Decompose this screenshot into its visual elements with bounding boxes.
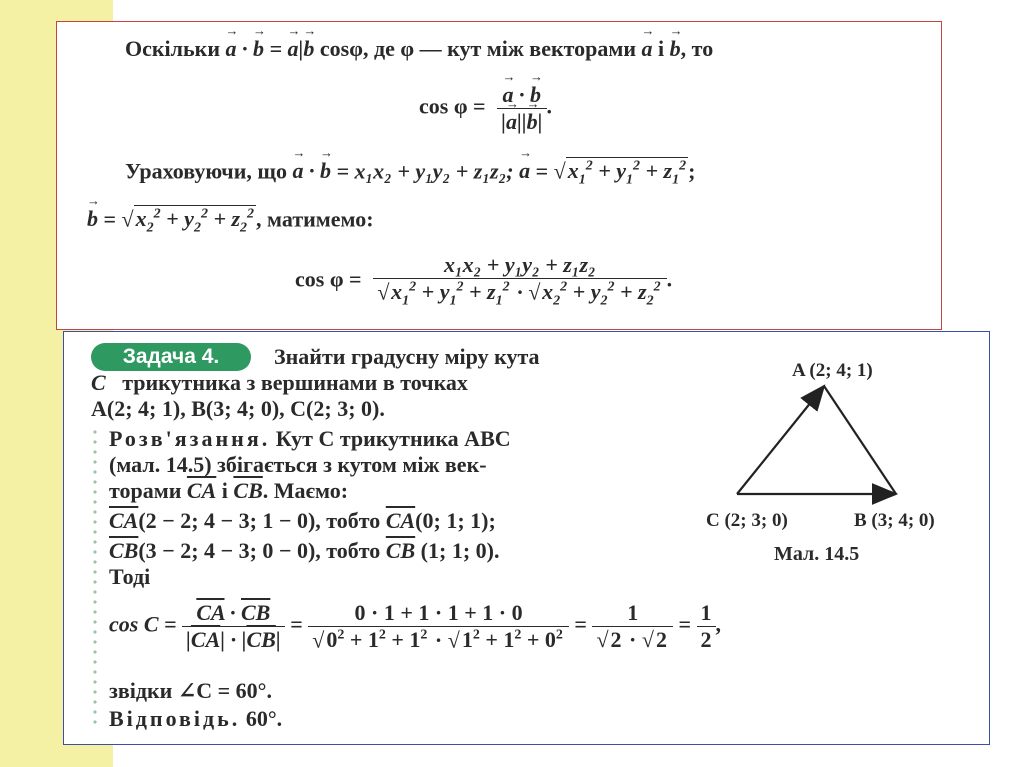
formula-line-1: Оскільки → a · → b = → a|→ b cosφ, де φ — кут між векторами → a і → b, то — [125, 38, 713, 60]
task-panel — [63, 331, 990, 745]
conclusion-line: звідки ∠C = 60°. — [109, 678, 272, 703]
cos-phi-coordinate-formula: cos φ = $\frac{\text{x₁x₂ + y₁y₂ + z₁z₂}}{√x_1^2 + y_1^2 + z_1^2 \cdot √x_2^2 + y_2^2 + z_2^2}$ . — [295, 252, 673, 309]
then-word: Тоді — [109, 564, 151, 589]
task-text-line-3: A(2; 4; 1), B(3; 4; 0), C(2; 3; 0). — [91, 396, 385, 421]
task-text-line-2: C трикутника з вершинами в точках — [91, 370, 468, 395]
solution-line-2: (мал. 14.5) збігається з кутом між век- — [109, 452, 487, 477]
vector-ca-arrow — [737, 386, 824, 494]
triangle-figure — [684, 346, 984, 556]
task-text-line-1: Знайти градусну міру кута — [274, 344, 540, 369]
vertex-b-label: B (3; 4; 0) — [854, 510, 935, 531]
vector-cb-line: $\overline{CB}(3 - 2$; 4 − 3; 0 − 0), тобто $\overline{CB}$ (1; 1; 0). — [109, 538, 500, 563]
task-badge: Задача 4. — [91, 343, 251, 371]
solution-line-3: торами $\overline{CA}$ і $\overline{CB}$. Маємо: — [109, 478, 349, 503]
dotted-margin — [92, 427, 98, 727]
cos-phi-formula: cos φ = → $\frac{a \cdot \to b}{|\to a||\to b|}$ . — [419, 84, 552, 133]
formula-line-3: Ураховуючи, що → a · → b = x₁x₂ + y₁y₂ + z₁z₂; → $a = √x_1^2 + y_1^2 + z_1^2$; — [125, 160, 695, 188]
vector-ca-line: $\overline{CA}(2 - 2$; 4 − 3; 1 − 0), тобто $\overline{CA}(0$; 1; 1); — [109, 508, 496, 533]
figure-caption: Мал. 14.5 — [774, 543, 860, 565]
vertex-c-label: C (2; 3; 0) — [706, 510, 788, 531]
answer-line: Відповідь. 60°. — [109, 706, 283, 731]
vertex-a-label: A (2; 4; 1) — [792, 360, 873, 381]
solution-line-1: Розв'язання. Кут C трикутника ABC — [109, 426, 511, 451]
formula-line-4: → $b = √x_2^2 + y_2^2 + z_2^2$, матимемо: — [87, 208, 374, 236]
side-ab — [824, 386, 896, 494]
cos-c-calculation: cos C = $\frac{\overline{CA} \cdot \overline{CB}}{|\overline{CA}| \cdot |\overline{CB}|}$ = $\frac{0 \cdot 1 + 1 \cdot 1 + 1 \cdot 0}{√0^2 + 1^2 + 1^2 \cdot √1^2 + 1^2 + 0^2}$ = $\frac{1}{√2 \cdot √2}$ = $\frac{1}{2}$ , — [109, 600, 722, 653]
formula-panel — [56, 21, 942, 330]
